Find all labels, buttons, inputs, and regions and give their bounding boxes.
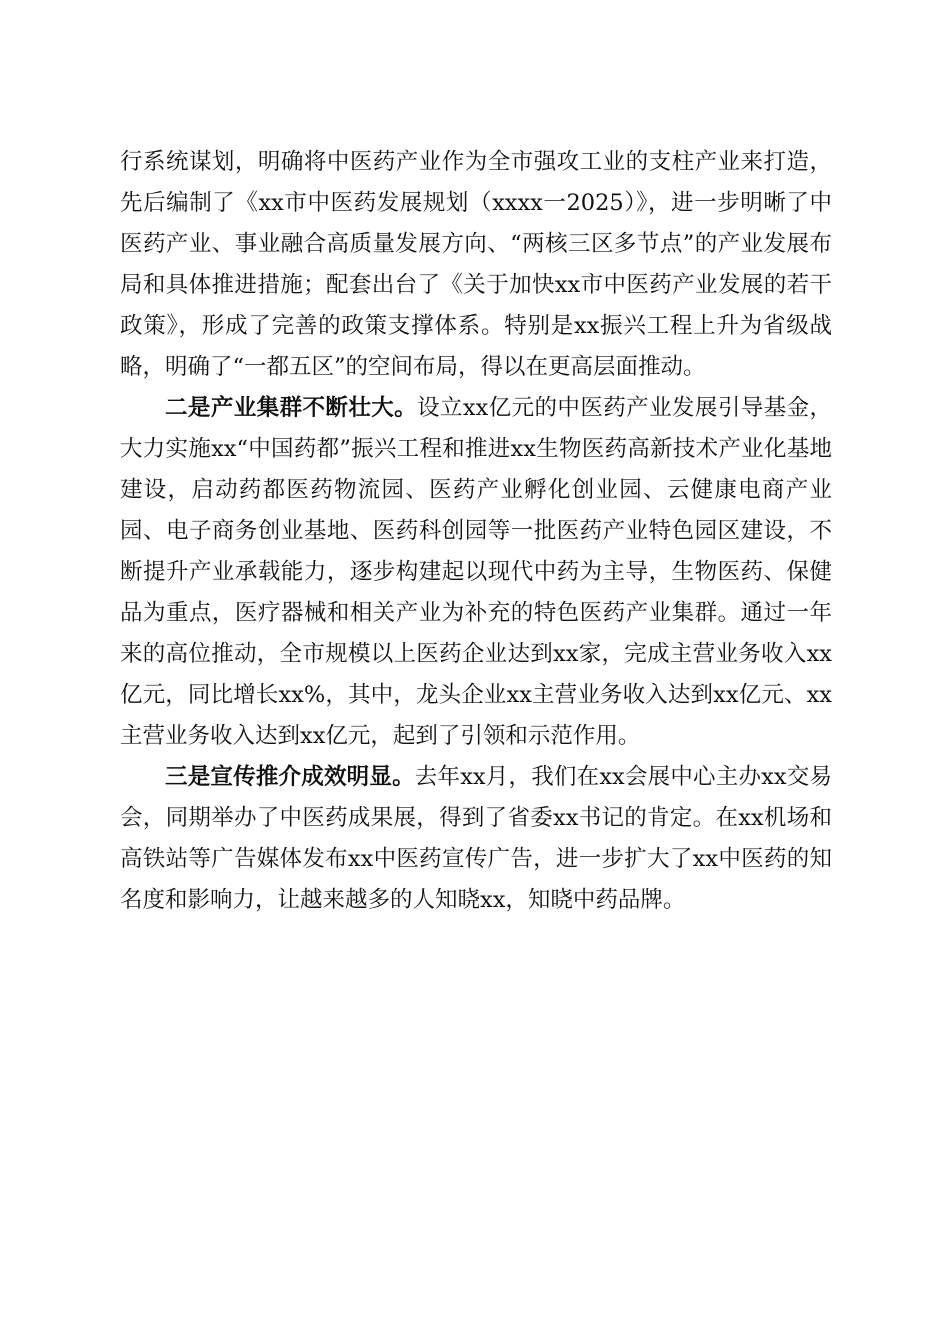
paragraph-heading: 二是产业集群不断壮大。: [165, 395, 418, 421]
paragraph-text: 行系统谋划，明确将中医药产业作为全市强攻工业的支柱产业来打造，先后编制了《xx市中医药发展规划（xxxx一2025）》，进一步明晰了中医药产业、事业融合高质量发展方向、“两核三区多节点”的产业发展布局和具体推进措施；配套出台了《关于加快xx市中医药产业发展的若干政策》，形成了完善的政策支撑体系。特别是xx振兴工程上升为省级战略，明确了“一都五区”的空间布局，得以在更高层面推动。: [120, 149, 832, 380]
paragraph-heading: 三是宣传推介成效明显。: [165, 764, 415, 790]
paragraph-text: 设立xx亿元的中医药产业发展引导基金，大力实施xx“中国药都”振兴工程和推进xx生物医药高新技术产业化基地建设，启动药都医药物流园、医药产业孵化创业园、云健康电商产业园、电子商务创业基地、医药科创园等一批医药产业特色园区建设，不断提升产业承载能力，逐步构建起以现代中药为主导，生物医药、保健品为重点，医疗器械和相关产业为补充的特色医药产业集群。通过一年来的高位推动，全市规模以上医药企业达到xx家，完成主营业务收入xx亿元，同比增长xx%，其中，龙头企业xx主营业务收入达到xx亿元、xx主营业务收入达到xx亿元，起到了引领和示范作用。: [120, 395, 832, 749]
paragraph-publicity: [120, 757, 832, 921]
paragraph-continuation: [120, 142, 832, 388]
paragraph-text: 去年xx月，我们在xx会展中心主办xx交易会，同期举办了中医药成果展，得到了省委xx书记的肯定。在xx机场和高铁站等广告媒体发布xx中医药宣传广告，进一步扩大了xx中医药的知名度和影响力，让越来越多的人知晓xx，知晓中药品牌。: [120, 764, 832, 913]
document-body: [120, 142, 832, 921]
paragraph-industry-cluster: [120, 388, 832, 757]
